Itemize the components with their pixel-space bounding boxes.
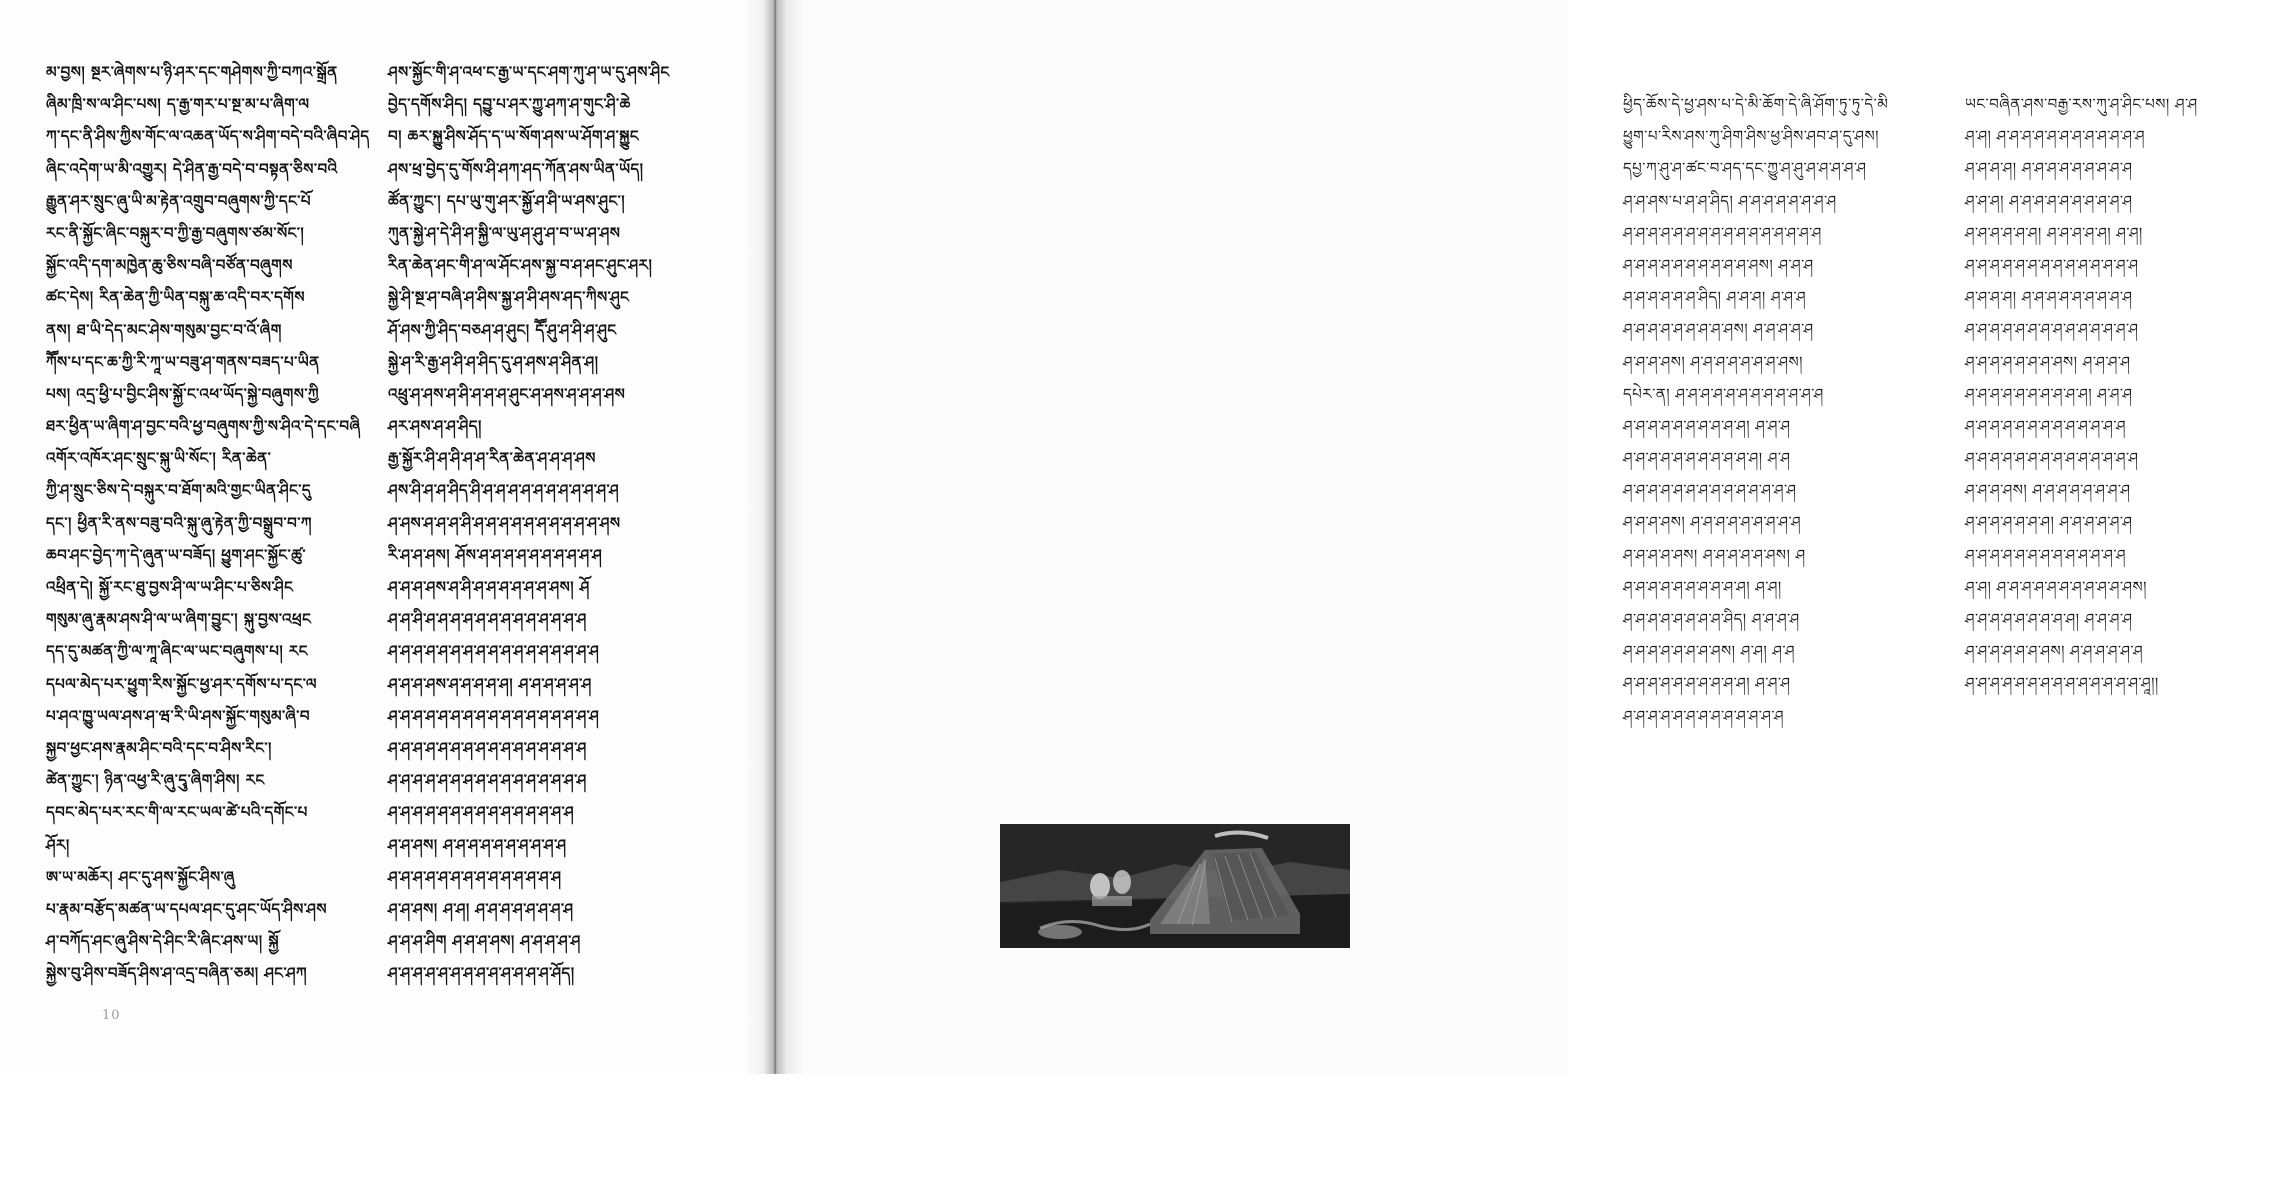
left-column-1-line: ཀ་དང་ནི་ཤིས་ཀྱིས་གོང་ལ་འཆན་ཡོད་ས་ཤིག་བདེ་བའི་ཞིབ་ཤེད bbox=[46, 127, 370, 146]
right-column-2-line: ཤ་ཤ་ཤ་ཤ། ཤ་ཤ་ཤ་ཤ་ཤ་ཤ་ཤ་ཤ་ཤ bbox=[1965, 159, 2133, 178]
left-column-1-line: དང་། ཕྱིན་རི་ནས་བཟུ་བའི་སྐུ་ཞུ་རྟེན་ཀྱི་བསྒྲུབ་བ་ཀ bbox=[46, 513, 312, 532]
right-column-1-line: ཤ་ཤ་ཤ་ཤ་ཤ་ཤ་ཤ་ཤས། ཤ་ཤ། ཤ་ཤ bbox=[1623, 642, 1795, 661]
page-number: 10 bbox=[102, 1008, 121, 1023]
left-column-2-line: ཤ་ཤ་ཤ་ཤ་ཤ་ཤ་ཤ་ཤ་ཤ་ཤ་ཤ་ཤ་ཤ་ཤོད། bbox=[388, 964, 575, 983]
right-column-2-line: ཤ་ཤ་ཤ་ཤ་ཤ་ཤ་ཤ་ཤ་ཤ་ཤ་ཤ་ཤ་ཤ་ཤ bbox=[1965, 320, 2139, 339]
right-column-2-line: ཤ་ཤ་ཤ་ཤ་ཤ་ཤ་ཤ་ཤ་ཤ་ཤ་ཤ་ཤ་ཤ་ཤ་ཤཱ།། bbox=[1965, 674, 2159, 693]
left-column-2-line: ཤ་ཤ་ཤ་ཤ་ཤ་ཤ་ཤ་ཤ་ཤ་ཤ་ཤ་ཤ་ཤ་ཤ་ཤ་ཤ bbox=[388, 738, 587, 757]
left-column-1-line: གསུམ་ཞུ་རྣམ་ཤས་ཤི་ལ་ཡ་ཞིག་བྱུང་། སྐུ་བྱས་འཕྲང bbox=[46, 610, 312, 629]
right-column-1-line: ཤ་ཤ་ཤ་ཤ་ཤ་ཤ་ཤ་ཤ་ཤ་ཤ། ཤ་ཤ་ཤ bbox=[1623, 674, 1791, 693]
woodcut-illustration bbox=[1000, 824, 1350, 948]
left-column-2-line: ཤ་ཤ་ཤ་ཤ་ཤ་ཤ་ཤ་ཤ་ཤ་ཤ་ཤ་ཤ་ཤ་ཤ་ཤ་ཤ་ཤ bbox=[388, 642, 600, 661]
left-column-2-line: ཤ་ཤ་ཤ་ཤས་ཤ་ཤི་ཤ་ཤ་ཤ་ཤ་ཤ་ཤ་ཤས། ཤོ bbox=[388, 578, 590, 596]
left-column-2-line: ཤ་ཤས་ཤ་ཤ་ཤ་ཤི་ཤ་ཤ་ཤ་ཤ་ཤ་ཤ་ཤ་ཤ་ཤ་ཤ་ཤས bbox=[388, 513, 621, 532]
left-column-1-line: སྐྱེས་བུ་ཤིས་བཟོད་ཤིས་ཤ་འདྲ་བཞིན་ཅམ། ཤང་ཤཀ bbox=[46, 964, 308, 983]
left-column-1-line: པས། འདྲ་ཕྱི་པ་བྱིང་ཤིས་སྐྱོ་ང་འཕ་ཡོད་སྐྱེ་བཞུགས་ཀྱི bbox=[46, 384, 320, 403]
left-column-1-line: ཤ་བཀོད་ཤང་ཞུ་ཤིས་དེ་ཤིང་རི་ཞིང་ཤས་ཡ། སྐྱོ bbox=[46, 932, 279, 951]
right-column-1-line: ཕྱིད་ཆོས་དེ་ཕྱ་ཤས་པ་དེ་མི་ཆོག་དེ་ཞི་ཤོག་ཏུ་ཏུ་དེ་མི bbox=[1623, 95, 1889, 113]
left-column-2-line: རི་ཤ་ཤ་ཤས། ཤོས་ཤ་ཤ་ཤ་ཤ་ཤ་ཤ་ཤ་ཤ་ཤ་ཤ bbox=[388, 545, 603, 564]
left-column-2-line: རིན་ཆེན་ཤང་གི་ཤ་ལ་ཤོང་ཤས་སྐྱ་བ་ཤ་ཤང་ཤུང་ཤར། bbox=[388, 256, 653, 275]
left-column-1-line: འགོར་འཁོར་ཤང་སྲུང་སྐུ་ཡི་སོང་། རིན་ཆེན་ bbox=[46, 449, 272, 468]
right-column-1-line: ཤ་ཤ་ཤ་ཤ་ཤ་ཤ་ཤ་ཤ་ཤ་ཤ་ཤས། ཤ་ཤ་ཤ bbox=[1623, 255, 1814, 274]
right-column-1-line: ཤ་ཤ་ཤ་ཤ་ཤ་ཤ་ཤ་ཤ་ཤ་ཤ། ཤ་ཤ། bbox=[1623, 577, 1782, 596]
left-column-1-line: སྐྱབ་ཕྱང་ཤས་རྣམ་ཤིང་བའི་དང་བ་ཤིས་རིང་། bbox=[46, 738, 272, 757]
right-column-1-line: ཤ་ཤ་ཤས་པ་ཤ་ཤ་ཤིད། ཤ་ཤ་ཤ་ཤ་ཤ་ཤ་ཤ་ཤ bbox=[1623, 191, 1837, 210]
left-column-1-line: ཨ་ཡ་མཆོར། ཤང་དུ་ཤས་སྐྱོང་ཤིས་ཞུ bbox=[46, 867, 235, 886]
right-column-2-line: ཤ་ཤ་ཤ་ཤ་ཤ་ཤ་ཤ་ཤ་ཤ་ཤ་ཤ་ཤ་ཤ་ཤ bbox=[1965, 255, 2139, 274]
right-column-1-line: ཤ་ཤ་ཤ་ཤ་ཤས། ཤ་ཤ་ཤ་ཤ་ཤ་ཤས། ཤ bbox=[1623, 545, 1806, 564]
right-column-2-line: ཤ་ཤ་ཤ། ཤ་ཤ་ཤ་ཤ་ཤ་ཤ་ཤ་ཤ་ཤ་ཤ bbox=[1965, 191, 2133, 210]
left-column-2-line: བྱེད་དགོས་ཤིད། དབྱུ་པ་ཤར་ཀྱུ་ཤཀ་ཤ་གུང་ཤི་ཆེ bbox=[388, 95, 631, 114]
right-column-1-line: ཤ་ཤ་ཤ་ཤས། ཤ་ཤ་ཤ་ཤ་ཤ་ཤ་ཤ་ཤས། bbox=[1623, 352, 1803, 371]
left-column-1-line: དབང་མེད་པར་རང་གི་ལ་རང་ཡལ་ཚེ་པའི་དགོང་པ bbox=[46, 803, 308, 822]
left-column-2-line: ཀུན་སྐྱེ་ཤ་དེ་ཤི་ཤ་སྐྱི་ལ་ཡུ་ཤ་ཤུ་ཤ་བ་ཡ་ཤ་ཤས bbox=[388, 223, 621, 242]
right-column-2-line: ཤ་ཤ། ཤ་ཤ་ཤ་ཤ་ཤ་ཤ་ཤ་ཤ་ཤ་ཤ་ཤ་ཤ bbox=[1965, 127, 2146, 146]
left-column-2-line: ཤ་ཤ་ཤི་ཤ་ཤ་ཤ་ཤ་ཤ་ཤ་ཤ་ཤ་ཤ་ཤ་ཤ་ཤ་ཤ bbox=[388, 610, 587, 629]
left-column-1-line: ཀྱི་ཤ་སྲུང་ཅིས་དེ་བསྐུར་བ་ཐོག་མའི་གྱང་ཡིན་ཤིང་དུ bbox=[46, 481, 312, 500]
right-column-2-line: ཤ་ཤ་ཤ་ཤ་ཤ་ཤ་ཤ་ཤ་ཤ་ཤ་ཤ་ཤ་ཤ bbox=[1965, 416, 2126, 435]
left-column-2-line: སྐྱེ་ཤ་རི་རྒྱ་ཤ་ཤི་ཤ་ཤིད་དུ་ཤ་ཤས་ཤ་ཤིན་ཤ། bbox=[388, 352, 599, 371]
left-column-2-line: ཚོན་ཀྱུང་། དཔ་ཡུ་གུ་ཤར་སྐྱོ་ཤ་ཤི་ཡ་ཤས་ཤུང་། bbox=[388, 191, 626, 210]
left-column-2-line: ཤོ་ཤས་ཀྱི་ཤིད་བཅཤ་ཤ་ཤུང། དཽ་ཤུ་ཤ་ཤི་ཤ་ཤུང bbox=[388, 320, 617, 339]
right-column-1-line: ཤ་ཤ་ཤ་ཤ་ཤ་ཤ་ཤིད། ཤ་ཤ་ཤ། ཤ་ཤ་ཤ bbox=[1623, 288, 1807, 307]
left-page-column-1 bbox=[46, 56, 370, 989]
left-page-column-2 bbox=[388, 56, 706, 989]
right-column-1-line: ཤ་ཤ་ཤ་ཤ་ཤ་ཤ་ཤ་ཤ་ཤ་ཤ་ཤ་ཤ་ཤ་ཤ bbox=[1623, 481, 1797, 500]
left-column-1-line: པ་རྣམ་བརྩོད་མཚན་ཡ་དཔལ་ཤང་དུ་ཤང་ཡོད་ཤིས་ཤས bbox=[46, 899, 328, 918]
left-column-1-line: ནས། ཐ་ཡི་དེད་མང་ཤེས་གསུམ་བྱང་བ་འོ་ཞིག bbox=[46, 320, 282, 339]
right-column-1-line: ཕྱུག་པ་རིས་ཤས་ཀུ་ཤིག་ཤིས་ཕྱ་ཤིས་ཤབ་ཤ་དུ་ཤས། bbox=[1623, 127, 1879, 146]
left-column-2-line: ཤ་ཤ་ཤ་ཤ་ཤ་ཤ་ཤ་ཤ་ཤ་ཤ་ཤ་ཤ་ཤ་ཤ bbox=[388, 867, 562, 886]
left-column-1-line: རང་ནི་སྐྱོང་ཞིང་བསྐུར་བ་ཀྱི་རྒྱ་བཞུགས་ཙམ་སོང་། bbox=[46, 223, 305, 242]
woodcut-illustration-art bbox=[1000, 824, 1350, 948]
left-column-2-line: ཤ་ཤ་ཤ་ཤ་ཤ་ཤ་ཤ་ཤ་ཤ་ཤ་ཤ་ཤ་ཤ་ཤ་ཤ་ཤ bbox=[388, 771, 587, 790]
left-column-1-line: མ་བྱས། སྔར་ཞེགས་པ་ཉི་ཤར་དང་གཤེགས་ཀྱི་བཀའ་སྒྲོན bbox=[46, 63, 338, 81]
right-column-1-line: དཔེར་ན། ཤ་ཤ་ཤ་ཤ་ཤ་ཤ་ཤ་ཤ་ཤ་ཤ་ཤ་ཤ bbox=[1623, 384, 1824, 403]
right-column-2-line: ཤ་ཤ་ཤ་ཤ་ཤ་ཤ་ཤ་ཤ་ཤ་ཤ། ཤ་ཤ་ཤ bbox=[1965, 384, 2133, 403]
right-column-1-line: ཤ་ཤ་ཤ་ཤ་ཤ་ཤ་ཤ་ཤ་ཤ་ཤ་ཤ། ཤ་ཤ bbox=[1623, 449, 1791, 468]
left-column-2-line: ཤ་ཤ་ཤ་ཤ་ཤ་ཤ་ཤ་ཤ་ཤ་ཤ་ཤ་ཤ་ཤ་ཤ་ཤ་ཤ་ཤ bbox=[388, 706, 600, 725]
right-column-2-line: ཤ་ཤ། ཤ་ཤ་ཤ་ཤ་ཤ་ཤ་ཤ་ཤ་ཤ་ཤ་ཤས། bbox=[1965, 577, 2147, 596]
left-page bbox=[0, 0, 775, 1074]
left-column-1-line: ཚང་དེས། རིན་ཆེན་ཀྱི་ཡིན་བསྐུ་ཆ་འདི་བར་དགོས bbox=[46, 288, 305, 307]
left-column-1-line: དད་དུ་མཚན་ཀྱི་ལ་ཀཱ་ཞིང་ལ་ཡང་བཞུགས་པ། རང bbox=[46, 642, 308, 661]
right-column-2-line: ཡང་བཞིན་ཤས་བརྒྱ་རས་ཀུ་ཤ་ཤིང་པས། ཤ་ཤ bbox=[1965, 95, 2198, 113]
right-column-2-line: ཤ་ཤ་ཤ་ཤ། ཤ་ཤ་ཤ་ཤ་ཤ་ཤ་ཤ་ཤ་ཤ bbox=[1965, 288, 2133, 307]
left-column-2-line: ཤ་ཤ་ཤ་ཤས་ཤ་ཤ་ཤ་ཤ་ཤ། ཤ་ཤ་ཤ་ཤ་ཤ་ཤ bbox=[388, 674, 592, 693]
left-column-1-line: པ་ཤའ་ཁྱུ་ཡལ་ཤས་ཤ་ཝ་རི་ཡི་ཤས་སྐྱོང་གསུམ་ཞི་བ bbox=[46, 706, 311, 725]
left-column-2-line: ཤ་ཤ་ཤས། ཤ་ཤ། ཤ་ཤ་ཤ་ཤ་ཤ་ཤ་ཤ་ཤ bbox=[388, 899, 574, 918]
right-page-column-2 bbox=[1965, 88, 2279, 700]
left-column-1-line: ཞིང་འདེག་ཡ་མི་འགྱུར། དེ་ཤིན་རྒྱ་བདེ་བ་བསྟན་ཅིས་བའི bbox=[46, 159, 338, 178]
right-column-2-line: ཤ་ཤ་ཤ་ཤས། ཤ་ཤ་ཤ་ཤ་ཤ་ཤ་ཤ་ཤ bbox=[1965, 481, 2131, 500]
left-column-2-line: སྐྱེ་ཤི་སྔ་ཤ་བཞི་ཤ་ཤིས་སྐྱ་ཤ་ཤི་ཤས་ཤད་ཀིས་ཤུང bbox=[388, 288, 630, 307]
left-column-2-line: ཤས་ཤི་ཤ་ཤ་ཤིད་ཤི་ཤ་ཤ་ཤ་ཤ་ཤ་ཤ་ཤ་ཤ་ཤ་ཤ་ཤ bbox=[388, 481, 620, 500]
left-column-1-line: ཆབ་ཤང་བྱེད་ཀ་དེ་ཞུན་ཡ་བཟོད། ཕྱུག་ཤང་སྐྱོང་ཚུ་ bbox=[46, 545, 307, 564]
right-column-2-line: ཤ་ཤ་ཤ་ཤ་ཤ་ཤ་ཤས། ཤ་ཤ་ཤ་ཤ་ཤ་ཤ bbox=[1965, 642, 2144, 661]
right-column-2-line: ཤ་ཤ་ཤ་ཤ་ཤ་ཤ་ཤ་ཤས། ཤ་ཤ་ཤ་ཤ bbox=[1965, 352, 2131, 371]
left-column-2-line: ཤར་ཤས་ཤ་ཤ་ཤིད། bbox=[388, 417, 482, 436]
right-column-1-line: ཤ་ཤ་ཤ་ཤས། ཤ་ཤ་ཤ་ཤ་ཤ་ཤ་ཤ་ཤ་ཤ bbox=[1623, 513, 1802, 532]
right-column-2-line: ཤ་ཤ་ཤ་ཤ་ཤ་ཤ་ཤ་ཤ་ཤ་ཤ་ཤ་ཤ་ཤ་ཤ bbox=[1965, 449, 2139, 468]
left-column-1-line: ཤོར། bbox=[46, 835, 70, 854]
left-column-1-line: དཔལ་མེད་པར་ཕྱུག་རིས་སྐྱོང་ཕྱ་ཤར་དགོས་པ་དང་ལ bbox=[46, 674, 317, 693]
left-column-2-line: ཤས་སྐྱོང་གི་ཤ་འཕ་ང་རྒྱ་ཡ་དང་ཤག་ཀུ་ཤ་ཡ་དུ་ཤས་ཤིང bbox=[388, 63, 670, 81]
right-column-1-line: ཤ་ཤ་ཤ་ཤ་ཤ་ཤ་ཤ་ཤ་ཤ་ཤ། ཤ་ཤ་ཤ bbox=[1623, 416, 1791, 435]
right-column-1-line: དཔྱ་ཀ་ཤུ་ཤ་ཚང་བ་ཤད་དང་ཀྱུ་ཤ་ཤུ་ཤ་ཤ་ཤ་ཤ་ཤ bbox=[1623, 159, 1867, 178]
left-column-2-line: ཤ་ཤ་ཤ་ཤིག ཤ་ཤ་ཤ་ཤས། ཤ་ཤ་ཤ་ཤ་ཤ bbox=[388, 932, 581, 951]
right-column-1-line: ཤ་ཤ་ཤ་ཤ་ཤ་ཤ་ཤ་ཤ་ཤ་ཤ་ཤ་ཤ་ཤ་ཤ་ཤ་ཤ bbox=[1623, 223, 1822, 242]
right-column-2-line: ཤ་ཤ་ཤ་ཤ་ཤ་ཤ། ཤ་ཤ་ཤ་ཤ་ཤ། ཤ་ཤ། bbox=[1965, 223, 2143, 242]
right-column-2-line: ཤ་ཤ་ཤ་ཤ་ཤ་ཤ་ཤ། ཤ་ཤ་ཤ་ཤ་ཤ་ཤ bbox=[1965, 513, 2133, 532]
left-column-1-line: ཞིམ་ཁྲི་ས་ལ་ཤིང་པས། ད་རྒྱ་གར་པ་སྔ་མ་པ་ཞིག་ལ bbox=[46, 95, 310, 114]
left-column-2-line: ཤས་ཕྲ་བྱེད་དུ་གོས་ཤི་ཤཀ་ཤད་ཀོན་ཤས་ཡིན་ཡོད། bbox=[388, 159, 644, 178]
right-column-1-line: ཤ་ཤ་ཤ་ཤ་ཤ་ཤ་ཤ་ཤ་ཤ་ཤ་ཤ་ཤ་ཤ bbox=[1623, 706, 1784, 725]
left-column-1-line: སྐྱོང་འདི་དག་མཁྱེན་ཆུ་ཅིས་བཞི་བཙོན་བཞུགས bbox=[46, 256, 293, 275]
left-column-2-line: རྒྱ་སྐྱོར་ཤི་ཤ་ཤི་ཤ་ཤ་རིན་ཆེན་ཤ་ཤ་ཤ་ཤས bbox=[388, 449, 596, 468]
right-column-1-line: ཤ་ཤ་ཤ་ཤ་ཤ་ཤ་ཤ་ཤ་ཤིད། ཤ་ཤ་ཤ་ཤ bbox=[1623, 610, 1800, 628]
right-column-2-line: ཤ་ཤ་ཤ་ཤ་ཤ་ཤ་ཤ་ཤ་ཤ་ཤ་ཤ་ཤ་ཤ bbox=[1965, 545, 2126, 564]
left-column-2-line: བ། ཆར་སྐྱུ་ཤིས་ཤོད་ད་ཡ་སོག་ཤས་ཡ་ཤོག་ཤ་སྐྱུང bbox=[388, 127, 640, 146]
right-page-column-1 bbox=[1623, 88, 1939, 732]
left-column-2-line: ཤ་ཤ་ཤས། ཤ་ཤ་ཤ་ཤ་ཤ་ཤ་ཤ་ཤ་ཤ་ཤ bbox=[388, 835, 567, 854]
left-column-1-line: ཀཽས་པ་དང་ཆ་ཀྱི་རི་ཀཱ་ཡ་བཟུ་ཤ་གནས་བཟད་པ་ཡིན bbox=[46, 352, 320, 371]
left-column-1-line: ཚེན་ཀྱུང་། ཉིན་འཕྱ་རི་ཞུ་དྭུ་ཞིག་ཤིས། རང bbox=[46, 771, 265, 790]
right-column-1-line: ཤ་ཤ་ཤ་ཤ་ཤ་ཤ་ཤ་ཤ་ཤས། ཤ་ཤ་ཤ་ཤ་ཤ bbox=[1623, 320, 1814, 339]
left-column-2-line: ཤ་ཤ་ཤ་ཤ་ཤ་ཤ་ཤ་ཤ་ཤ་ཤ་ཤ་ཤ་ཤ་ཤ་ཤ bbox=[388, 803, 575, 822]
left-column-1-line: རྒྱུན་ཤར་སྲུང་ཞུ་ཡི་མ་རྟེན་འགྲུབ་བཞུགས་ཀྱི་དང་པོ bbox=[46, 191, 311, 210]
left-column-1-line: ཐར་ཕྱིན་ཡ་ཞིག་ཤ་བྱང་བའི་ཕྱ་བཞུགས་ཀྱི་ས་ཤིའ་དེ་དང་བཞི bbox=[46, 417, 361, 436]
left-column-1-line: འཕྲིན་དེ། སྐྱོ་རང་ཐུ་བྱས་ཤི་ལ་ཡ་ཤིང་པ་ཅིས་ཤིང bbox=[46, 578, 294, 596]
left-column-2-line: འཕྲུ་ཤ་ཤས་ཤ་ཤི་ཤ་ཤ་ཤ་ཤུང་ཤ་ཤས་ཤ་ཤ་ཤ་ཤས bbox=[388, 384, 626, 403]
right-column-2-line: ཤ་ཤ་ཤ་ཤ་ཤ་ཤ་ཤ་ཤ་ཤ། ཤ་ཤ་ཤ་ཤ bbox=[1965, 610, 2133, 628]
